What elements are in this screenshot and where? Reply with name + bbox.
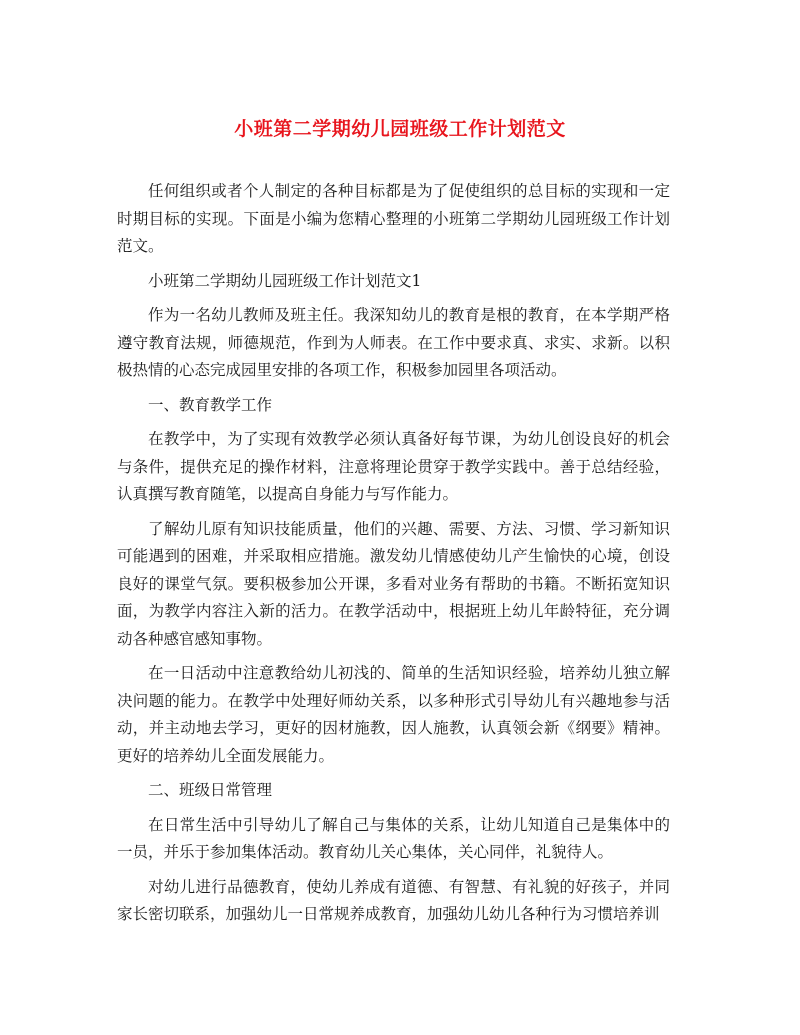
body-paragraph: 了解幼儿原有知识技能质量，他们的兴趣、需要、方法、习惯、学习新知识可能遇到的困难，并采取相应措施。激发幼儿情感使幼儿产生愉快的心境，创设良好的课堂气氛。要积极参加公开课，多看对业务有帮助的书籍。不断拓宽知识面，为教学内容注入新的活力。在教学活动中，根据班上幼儿年龄特征，充分调动各种感官感知事物。 <box>117 519 670 648</box>
body-paragraph: 在日常生活中引导幼儿了解自己与集体的关系，让幼儿知道自己是集体中的一员，并乐于参加集体活动。教育幼儿关心集体，关心同伴，礼貌待人。 <box>117 815 670 861</box>
body-paragraph: 在教学中，为了实现有效教学必须认真备好每节课，为幼儿创设良好的机会与条件，提供充足的操作材料，注意将理论贯穿于教学实践中。善于总结经验，认真撰写教育随笔，以提高自身能力与写作能力。 <box>117 430 670 503</box>
body-paragraph: 对幼儿进行品德教育，使幼儿养成有道德、有智慧、有礼貌的好孩子，并同家长密切联系，加强幼儿一日常规养成教育，加强幼儿幼儿各种行为习惯培养训 <box>117 877 670 923</box>
document-title: 小班第二学期幼儿园班级工作计划范文 <box>234 118 566 140</box>
body-paragraph: 作为一名幼儿教师及班主任。我深知幼儿的教育是根的教育，在本学期严格遵守教育法规，师德规范，作到为人师表。在工作中要求真、求实、求新。以积极热情的心态完成园里安排的各项工作，积极参加园里各项活动。 <box>117 306 670 379</box>
section-heading-management: 二、班级日常管理 <box>148 781 273 799</box>
intro-paragraph: 任何组织或者个人制定的各种目标都是为了促使组织的总目标的实现和一定时期目标的实现。下面是小编为您精心整理的小班第二学期幼儿园班级工作计划范文。 <box>117 182 670 255</box>
document-body <box>117 178 670 936</box>
section-title: 小班第二学期幼儿园班级工作计划范文1 <box>148 271 422 290</box>
section-heading-teaching: 一、教育教学工作 <box>148 395 273 414</box>
body-paragraph: 在一日活动中注意教给幼儿初浅的、简单的生活知识经验，培养幼儿独立解决问题的能力。在教学中处理好师幼关系，以多种形式引导幼儿有兴趣地参与活动，并主动地去学习，更好的因材施教，因人施教，认真领会新《纲要》精神。更好的培养幼儿全面发展能力。 <box>117 664 670 765</box>
